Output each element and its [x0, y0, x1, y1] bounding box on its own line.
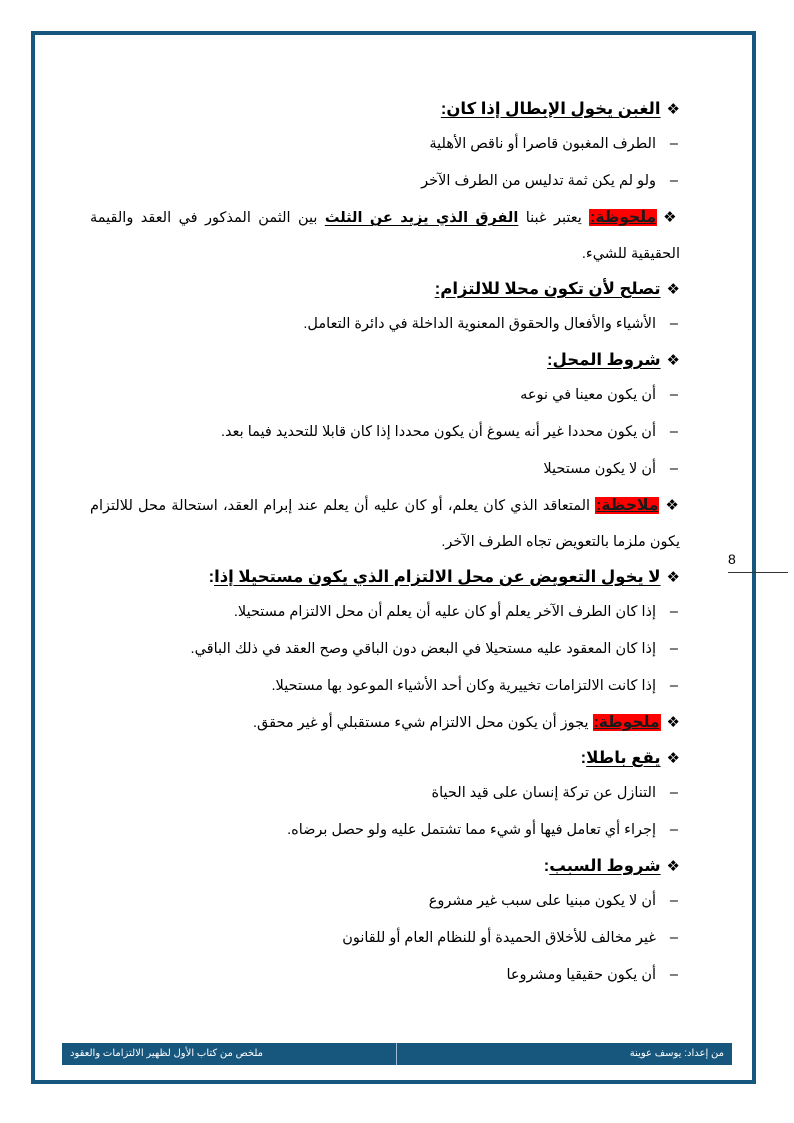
list-item: –إذا كان المعقود عليه مستحيلا في البعض دون الباقي وصح العقد في ذلك الباقي.: [90, 631, 680, 668]
dash-bullet-icon: –: [669, 387, 678, 403]
document-body: [90, 92, 680, 994]
diamond-bullet-icon: ❖: [666, 858, 680, 875]
note-paragraph: ❖ملاحظة: المتعاقد الذي كان يعلم، أو كان عليه أن يعلم عند إبرام العقد، استحالة محل للالتزام يكون ملزما بالتعويض تجاه الطرف الآخر.: [90, 497, 681, 550]
diamond-bullet-icon: ❖: [665, 497, 681, 514]
list-item: –الطرف المغبون قاصرا أو ناقص الأهلية: [90, 126, 680, 163]
list-item: –إذا كان الطرف الآخر يعلم أو كان عليه أن يعلم أن محل الالتزام مستحيلا.: [90, 594, 680, 631]
diamond-bullet-icon: ❖: [666, 714, 680, 731]
list-item: –الأشياء والأفعال والحقوق المعنوية الداخلة في دائرة التعامل.: [90, 306, 680, 343]
dash-bullet-icon: –: [669, 967, 678, 983]
footer-book-title: ملخص من كتاب الأول لظهير الالتزامات والعقود: [62, 1043, 397, 1065]
list-item: –أن يكون محددا غير أنه يسوغ أن يكون محددا إذا كان قابلا للتحديد فيما بعد.: [90, 414, 680, 451]
section-heading: [90, 92, 680, 126]
heading-text: تصلح لأن تكون محلا للالتزام:: [434, 280, 661, 298]
dash-bullet-icon: –: [669, 424, 678, 440]
diamond-bullet-icon: ❖: [666, 352, 680, 369]
heading-text: شروط السبب: [549, 857, 661, 875]
page-number-rule: [728, 572, 788, 573]
list-item: –إذا كانت الالتزامات تخييرية وكان أحد الأشياء الموعود بها مستحيلا.: [90, 668, 680, 705]
dash-bullet-icon: –: [669, 678, 678, 694]
note-paragraph: ❖ملحوظة: يجوز أن يكون محل الالتزام شيء مستقبلي أو غير محقق.: [253, 714, 680, 731]
dash-bullet-icon: –: [669, 316, 678, 332]
list-item: –غير مخالف للأخلاق الحميدة أو للنظام العام أو للقانون: [90, 920, 680, 957]
note-label: ملحوظة:: [590, 209, 657, 226]
list-item: –ولو لم يكن ثمة تدليس من الطرف الآخر: [90, 163, 680, 200]
section-heading: [90, 272, 680, 306]
footer-author: من إعداد: يوسف عوينة: [629, 1048, 724, 1059]
section-heading: [90, 343, 680, 377]
note-label: ملحوظة:: [593, 714, 660, 731]
dash-bullet-icon: –: [669, 641, 678, 657]
diamond-bullet-icon: ❖: [663, 209, 681, 226]
dash-bullet-icon: –: [669, 461, 678, 477]
dash-bullet-icon: –: [669, 173, 678, 189]
dash-bullet-icon: –: [669, 930, 678, 946]
note-paragraph: ❖ملحوظة: يعتبر غبنا الفرق الذي يزيد عن الثلث بين الثمن المذكور في العقد والقيمة الحقيقية للشيء.: [90, 209, 681, 262]
diamond-bullet-icon: ❖: [666, 281, 680, 298]
dash-bullet-icon: –: [669, 136, 678, 152]
heading-text: شروط المحل:: [547, 351, 661, 369]
heading-text: يقع باطلا: [586, 749, 661, 767]
heading-text: الغبن يخول الإبطال إذا كان:: [440, 100, 661, 118]
list-item: –أن لا يكون مبنيا على سبب غير مشروع: [90, 883, 680, 920]
dash-bullet-icon: –: [669, 785, 678, 801]
note-label: ملاحظة:: [596, 497, 659, 514]
list-item: –إجراء أي تعامل فيها أو شيء مما تشتمل عليه ولو حصل برضاه.: [90, 812, 680, 849]
section-heading: ❖يقع باطلا:: [580, 749, 680, 767]
list-item: –أن لا يكون مستحيلا: [90, 451, 680, 488]
list-item: –التنازل عن تركة إنسان على قيد الحياة: [90, 775, 680, 812]
diamond-bullet-icon: ❖: [666, 750, 680, 767]
diamond-bullet-icon: ❖: [666, 569, 680, 586]
emphasized-text: الفرق الذي يزيد عن الثلث: [324, 210, 519, 226]
dash-bullet-icon: –: [669, 822, 678, 838]
page-number: 8: [728, 551, 736, 567]
heading-text: لا يخول التعويض عن محل الالتزام الذي يكون مستحيلا إذا: [214, 568, 661, 586]
dash-bullet-icon: –: [669, 893, 678, 909]
list-item: –أن يكون معينا في نوعه: [90, 377, 680, 414]
section-heading: ❖شروط السبب:: [543, 857, 680, 875]
dash-bullet-icon: –: [669, 604, 678, 620]
section-heading: ❖لا يخول التعويض عن محل الالتزام الذي يكون مستحيلا إذا:: [208, 568, 680, 586]
diamond-bullet-icon: ❖: [666, 101, 680, 118]
list-item: –أن يكون حقيقيا ومشروعا: [90, 957, 680, 994]
footer-bar: [62, 1043, 732, 1065]
